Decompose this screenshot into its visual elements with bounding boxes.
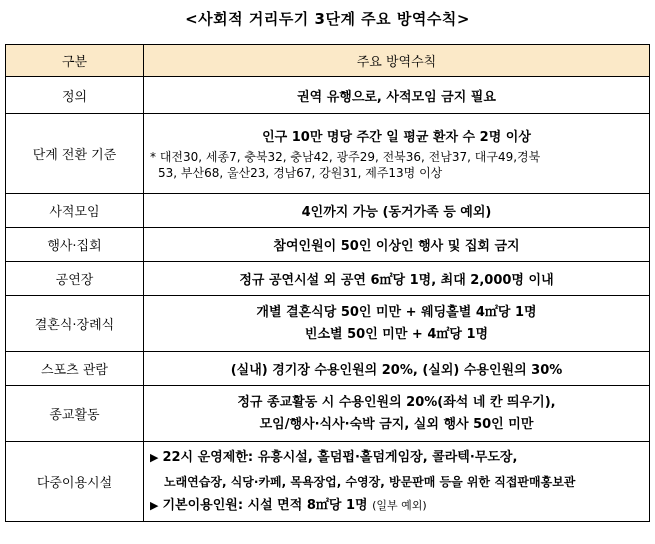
facilities-text-1: 22시 운영제한: 유흥시설, 홀덤펍·홀덤게임장, 콜라텍·무도장,: [162, 449, 518, 465]
row-label-religion: 종교활동: [6, 386, 144, 442]
table-row: [6, 352, 650, 386]
facilities-note: (일부 예외): [372, 498, 427, 512]
table-row: [6, 77, 650, 114]
row-content-wedding: [144, 296, 650, 352]
triangle-bullet-icon: ▶: [150, 498, 159, 512]
header-category: 구분: [6, 45, 144, 77]
religion-line-2: 모임/행사·식사·숙박 금지, 실외 행사 50인 미만: [259, 416, 534, 432]
row-content-performance: 정규 공연시설 외 공연 6㎡당 1명, 최대 2,000명 이내: [144, 262, 650, 296]
guidelines-table: [5, 44, 650, 522]
table-row: [6, 228, 650, 262]
row-content-facilities: [144, 442, 650, 522]
facilities-text-3: 기본이용인원: 시설 면적 8㎡당 1명: [162, 497, 368, 513]
criteria-note-1: * 대전30, 세종7, 충북32, 충남42, 광주29, 전북36, 전남37, 대구49,경북: [150, 149, 541, 164]
row-label-wedding: 결혼식·장례식: [6, 296, 144, 352]
facilities-line-1: [144, 446, 649, 470]
religion-line-1: 정규 종교활동 시 수용인원의 20%(좌석 네 칸 띄우기),: [237, 394, 556, 410]
facilities-line-3: [144, 494, 649, 518]
page-title: <사회적 거리두기 3단계 주요 방역수칙>: [185, 10, 470, 28]
row-label-events: 행사·집회: [6, 228, 144, 262]
row-label-performance: 공연장: [6, 262, 144, 296]
criteria-main: 인구 10만 명당 주간 일 평균 환자 수 2명 이상: [262, 129, 531, 145]
table-row: [6, 262, 650, 296]
header-guidelines: 주요 방역수칙: [144, 45, 650, 77]
table-header-row: [6, 45, 650, 77]
row-content-criteria: [144, 114, 650, 194]
row-label-definition: 정의: [6, 77, 144, 114]
row-content-definition: 권역 유행으로, 사적모임 금지 필요: [144, 77, 650, 114]
table-row: [6, 194, 650, 228]
criteria-note-2: 53, 부산68, 울산23, 경남67, 강원31, 제주13명 이상: [158, 165, 443, 180]
table-row: [6, 442, 650, 522]
row-label-sports: 스포츠 관람: [6, 352, 144, 386]
table-row: [6, 114, 650, 194]
row-content-events: 참여인원이 50인 이상인 행사 및 집회 금지: [144, 228, 650, 262]
row-content-religion: [144, 386, 650, 442]
table-row: [6, 296, 650, 352]
facilities-line-2: 노래연습장, 식당·카페, 목욕장업, 수영장, 방문판매 등을 위한 직접판매홍보관: [164, 474, 576, 489]
row-label-private: 사적모임: [6, 194, 144, 228]
wedding-line-1: 개별 결혼식당 50인 미만 + 웨딩홀별 4㎡당 1명: [256, 304, 537, 320]
table-row: [6, 386, 650, 442]
row-content-sports: (실내) 경기장 수용인원의 20%, (실외) 수용인원의 30%: [144, 352, 650, 386]
row-content-private: 4인까지 가능 (동거가족 등 예외): [144, 194, 650, 228]
row-label-criteria: 단계 전환 기준: [6, 114, 144, 194]
wedding-line-2: 빈소별 50인 미만 + 4㎡당 1명: [304, 326, 489, 342]
triangle-bullet-icon: ▶: [150, 450, 159, 464]
row-label-facilities: 다중이용시설: [6, 442, 144, 522]
